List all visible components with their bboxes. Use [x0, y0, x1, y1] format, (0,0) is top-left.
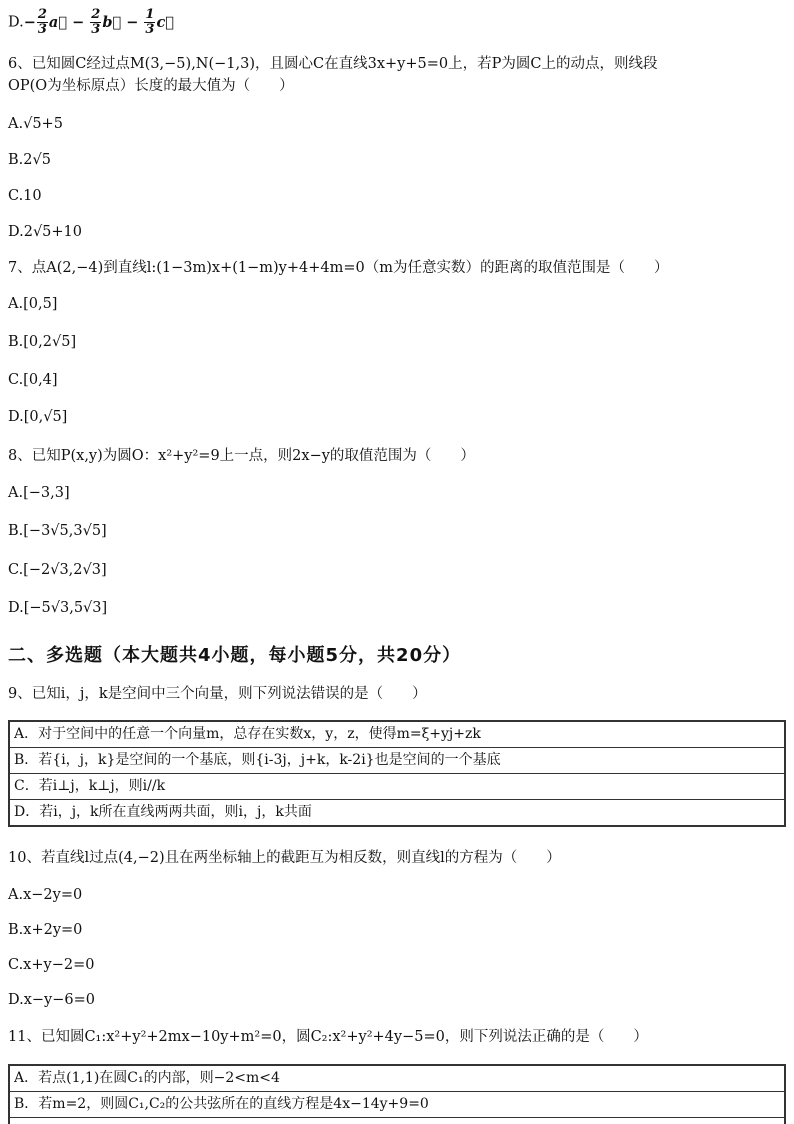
q11-option-b: B．若m=2，则圆C₁,C₂的公共弦所在的直线方程是4x−14y+9=0: [10, 1092, 784, 1118]
q9-option-c: C．若i⊥j，k⊥j，则i//k: [10, 774, 784, 800]
q9-stem: 9、已知i，j，k是空间中三个向量，则下列说法错误的是（ ）: [8, 686, 427, 702]
q8-stem: 8、已知P(x,y)为圆O：x²+y²=9上一点，则2x−y的取值范围为（ ）: [8, 448, 475, 464]
q10-option-d: D.x−y−6=0: [8, 992, 95, 1008]
q10-option-a: A.x−2y=0: [8, 887, 83, 903]
section-heading-multiple-choice: 二、多选题（本大题共4小题，每小题5分，共20分）: [8, 645, 462, 666]
q9-options-table: [8, 720, 786, 827]
q7-option-a: A.[0,5]: [8, 296, 58, 312]
q11-option-a: A．若点(1,1)在圆C₁的内部，则−2<m<4: [10, 1066, 784, 1092]
q8-option-c: C.[−2√3,2√3]: [8, 562, 107, 578]
q10-option-c: C.x+y−2=0: [8, 957, 95, 973]
q9-option-d: D．若i，j，k所在直线两两共面，则i，j，k共面: [14, 804, 312, 820]
q8-option-a: A.[−3,3]: [8, 485, 70, 501]
q5-option-d: D.− $\frac{2}{3}$ a⃗ − $\frac{2}{3}$ b⃗ − $\frac{1}{3}$ c⃗: [8, 7, 174, 37]
q6-option-a: A.√5+5: [8, 116, 63, 132]
q6-stem-line2: OP(O为坐标原点）长度的最大值为（ ）: [8, 78, 294, 94]
q6-option-d: D.2√5+10: [8, 224, 83, 240]
q9-option-b: B．若{i，j，k}是空间的一个基底，则{i-3j，j+k，k-2i}也是空间的一个基底: [10, 748, 784, 774]
q9-option-a: A．对于空间中的任意一个向量m，总存在实数x，y，z，使得m=ξ+yj+zk: [10, 722, 784, 748]
q8-option-b: B.[−3√5,3√5]: [8, 523, 107, 539]
q6-option-c: C.10: [8, 188, 42, 204]
q10-option-b: B.x+2y=0: [8, 922, 83, 938]
q6-option-b: B.2√5: [8, 152, 51, 168]
q6-stem-line1: 6、已知圆C经过点M(3,−5),N(−1,3)，且圆心C在直线3x+y+5=0上，若P为圆C上的动点，则线段: [8, 56, 658, 72]
q7-option-b: B.[0,2√5]: [8, 334, 77, 350]
q7-option-d: D.[0,√5]: [8, 409, 68, 425]
q7-stem: 7、点A(2,−4)到直线l:(1−3m)x+(1−m)y+4+4m=0（m为任意实数）的距离的取值范围是（ ）: [8, 260, 669, 276]
q5-option-d-label: D.: [8, 14, 24, 31]
q11-options-table: [8, 1064, 786, 1124]
q10-stem: 10、若直线l过点(4,−2)且在两坐标轴上的截距互为相反数，则直线l的方程为（ ）: [8, 850, 561, 866]
q8-option-d: D.[−5√3,5√3]: [8, 600, 108, 616]
q7-option-c: C.[0,4]: [8, 372, 58, 388]
q11-stem: 11、已知圆C₁:x²+y²+2mx−10y+m²=0，圆C₂:x²+y²+4y−5=0，则下列说法正确的是（ ）: [8, 1029, 648, 1045]
